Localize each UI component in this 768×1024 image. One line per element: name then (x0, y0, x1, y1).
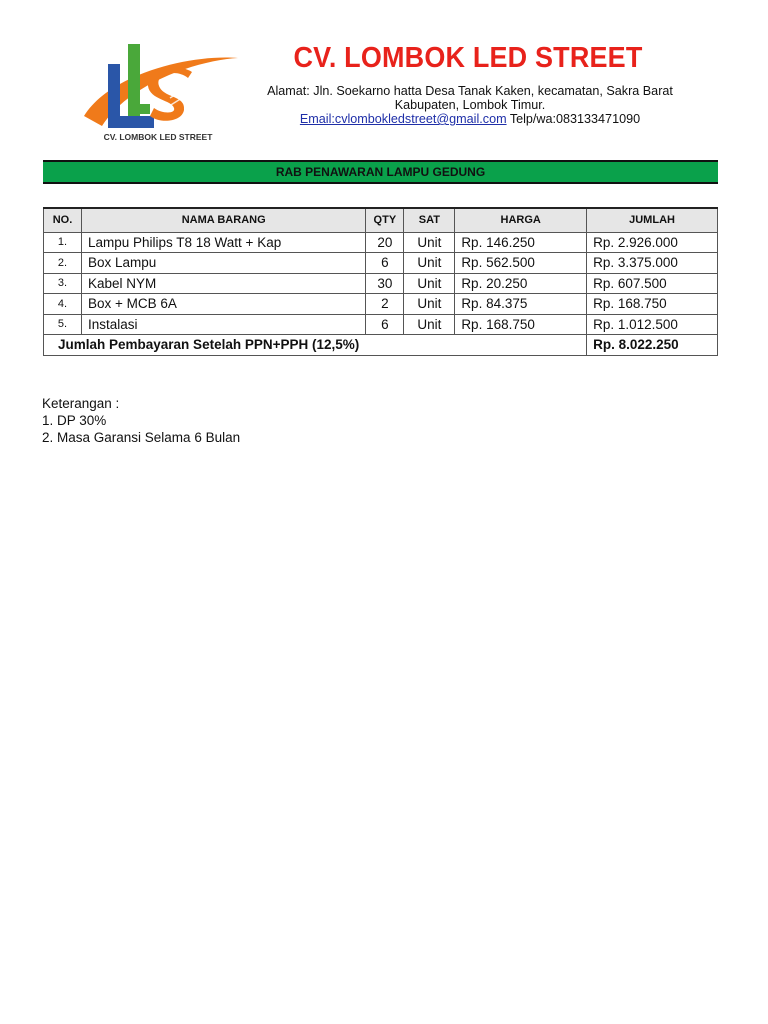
cell-sat: Unit (404, 294, 455, 315)
table-row (44, 314, 718, 335)
cell-qty: 30 (366, 273, 404, 294)
cell-name: Kabel NYM (81, 273, 365, 294)
cell-sat: Unit (404, 273, 455, 294)
cell-qty: 6 (366, 314, 404, 335)
cell-harga: Rp. 146.250 (455, 232, 587, 253)
cell-sat: Unit (404, 253, 455, 274)
header-qty: QTY (366, 208, 404, 232)
cell-no: 4. (44, 294, 82, 315)
header-no: NO. (44, 208, 82, 232)
address-line: Alamat: Jln. Soekarno hatta Desa Tanak Kaken, kecamatan, Sakra Barat (267, 84, 673, 98)
cell-name: Instalasi (81, 314, 365, 335)
cell-name: Box + MCB 6A (81, 294, 365, 315)
phone-text: Telp/wa:083133471090 (506, 112, 641, 126)
note-item: 2. Masa Garansi Selama 6 Bulan (42, 430, 241, 445)
email-link[interactable]: Email:cvlombokledstreet@gmail.com (299, 112, 507, 126)
cell-jumlah: Rp. 607.500 (587, 273, 718, 294)
contact-line (250, 112, 690, 127)
table-header-row (44, 208, 718, 232)
header-nama-barang: NAMA BARANG (81, 208, 365, 232)
company-name: CV. LOMBOK LED STREET (293, 42, 643, 74)
table-row (44, 273, 718, 294)
table-row (44, 294, 718, 315)
table-row (44, 253, 718, 274)
cell-harga: Rp. 20.250 (455, 273, 587, 294)
cell-qty: 6 (366, 253, 404, 274)
header-sat: SAT (404, 208, 455, 232)
company-logo (80, 34, 240, 148)
header-harga: HARGA (455, 208, 587, 232)
cell-jumlah: Rp. 168.750 (587, 294, 718, 315)
document-title-bar: RAB PENAWARAN LAMPU GEDUNG (43, 160, 718, 184)
note-item: 1. DP 30% (42, 413, 107, 428)
cell-jumlah: Rp. 2.926.000 (587, 232, 718, 253)
cell-name: Box Lampu (81, 253, 365, 274)
cell-qty: 2 (366, 294, 404, 315)
rab-table (43, 207, 718, 356)
total-row (44, 335, 718, 356)
cell-no: 2. (44, 253, 82, 274)
cell-sat: Unit (404, 232, 455, 253)
cell-harga: Rp. 168.750 (455, 314, 587, 335)
cell-harga: Rp. 562.500 (455, 253, 587, 274)
table-row (44, 232, 718, 253)
notes-section (42, 395, 240, 446)
cell-jumlah: Rp. 1.012.500 (587, 314, 718, 335)
notes-heading: Keterangan : (42, 396, 120, 411)
total-label: Jumlah Pembayaran Setelah PPN+PPH (12,5%) (44, 335, 587, 356)
cell-no: 3. (44, 273, 82, 294)
cell-jumlah: Rp. 3.375.000 (587, 253, 718, 274)
cell-no: 5. (44, 314, 82, 335)
address-line-2: Kabupaten, Lombok Timur. (394, 98, 546, 112)
lls-logo-icon (80, 34, 240, 148)
cell-name: Lampu Philips T8 18 Watt + Kap (81, 232, 365, 253)
cell-qty: 20 (366, 232, 404, 253)
header-jumlah: JUMLAH (587, 208, 718, 232)
cell-sat: Unit (404, 314, 455, 335)
logo-caption: CV. LOMBOK LED STREET (103, 132, 213, 142)
cell-harga: Rp. 84.375 (455, 294, 587, 315)
total-value: Rp. 8.022.250 (587, 335, 718, 356)
cell-no: 1. (44, 232, 82, 253)
